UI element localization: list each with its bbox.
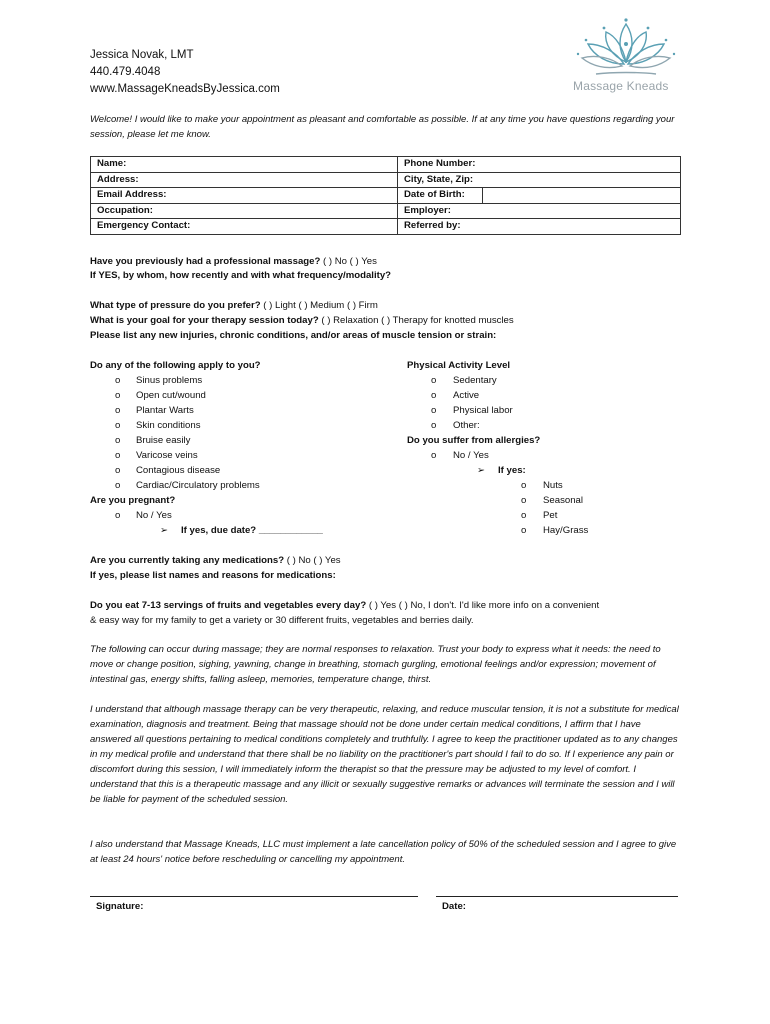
fruits-options[interactable]: ( ) Yes ( ) No, I don't. I'd like more info on a convenient: [368, 600, 600, 611]
condition-item[interactable]: Contagious disease: [136, 465, 221, 476]
pressure-question: [90, 298, 378, 313]
pressure-label: What type of pressure do you prefer?: [90, 300, 261, 311]
employer-field[interactable]: Employer:: [398, 203, 681, 219]
dob-divider: [482, 187, 483, 203]
massage-responses-paragraph: The following can occur during massage; they are normal responses to relaxation. Trust your body to express what it needs: the need to move or change position, sighing, yawning, change in breathing, stomach gurgling, emotional feelings and/or expression; movement of intestinal gas, energy shifts, falling asleep, memories, temperature change, thirst.: [90, 644, 661, 685]
goal-label: What is your goal for your therapy session today?: [90, 315, 319, 326]
email-field[interactable]: Email Address:: [91, 188, 398, 204]
pregnant-heading: Are you pregnant?: [90, 495, 176, 506]
prev-massage-label: Have you previously had a professional massage?: [90, 256, 321, 267]
injuries-question: Please list any new injuries, chronic conditions, and/or areas of muscle tension or strain:: [90, 330, 497, 341]
condition-item[interactable]: Varicose veins: [136, 450, 198, 461]
allergy-options[interactable]: No / Yes: [453, 450, 489, 461]
referred-by-field[interactable]: Referred by:: [398, 219, 681, 235]
consent-paragraph: I understand that although massage therapy can be very therapeutic, relaxing, and reduce muscular tension, it is not a substitute for medical examination, diagnosis and treatment. Being that massage should not be done under certain medical conditions, I affirm that I have answered all questions pertaining to medical conditions completely and truthfully. I agree to keep the practitioner updated as to any changes in my medical profile and understand that there shall be no liability on the practitioner's part should I fail to do so. If I experience any pain or discomfort during this session, I will immediately inform the therapist so that the pressure may be adjusted to my level of comfort. I understand that this is a therapeutic massage and any illicit or sexually suggestive remarks or advances will terminate the session and I will be liable for payment of the scheduled session.: [90, 704, 679, 805]
circle-bullet-icon: o: [115, 420, 121, 431]
circle-bullet-icon: o: [115, 405, 121, 416]
arrow-bullet-icon: ➢: [477, 465, 486, 476]
condition-item[interactable]: Plantar Warts: [136, 405, 194, 416]
circle-bullet-icon: o: [431, 420, 437, 431]
signature-label: Signature:: [96, 901, 144, 912]
circle-bullet-icon: o: [431, 375, 437, 386]
condition-item[interactable]: Skin conditions: [136, 420, 201, 431]
condition-item[interactable]: Bruise easily: [136, 435, 191, 446]
goal-options[interactable]: ( ) Relaxation ( ) Therapy for knotted muscles: [321, 315, 514, 326]
circle-bullet-icon: o: [115, 510, 121, 521]
medications-label: Are you currently taking any medications?: [90, 555, 285, 566]
practitioner-header: [90, 47, 280, 98]
due-date-field[interactable]: If yes, due date? ____________: [181, 525, 323, 536]
allergy-item[interactable]: Pet: [543, 510, 558, 521]
circle-bullet-icon: o: [431, 450, 437, 461]
allergy-item[interactable]: Hay/Grass: [543, 525, 589, 536]
circle-bullet-icon: o: [521, 495, 527, 506]
name-field[interactable]: Name:: [91, 157, 398, 173]
condition-item[interactable]: Open cut/wound: [136, 390, 206, 401]
date-label: Date:: [442, 901, 466, 912]
date-of-birth-field[interactable]: [398, 188, 681, 204]
pressure-options[interactable]: ( ) Light ( ) Medium ( ) Firm: [263, 300, 378, 311]
address-field[interactable]: Address:: [91, 172, 398, 188]
prev-massage-question: [90, 254, 377, 269]
practitioner-phone: 440.479.4048: [90, 66, 161, 78]
activity-heading: Physical Activity Level: [407, 360, 511, 371]
signature-line[interactable]: [90, 896, 418, 897]
welcome-text: Welcome! I would like to make your appointment as pleasant and comfortable as possible. If at any time you have questions regarding your session, please let me know.: [90, 114, 675, 140]
fruits-label: Do you eat 7-13 servings of fruits and vegetables every day?: [90, 600, 367, 611]
circle-bullet-icon: o: [115, 465, 121, 476]
circle-bullet-icon: o: [115, 480, 121, 491]
condition-item[interactable]: Cardiac/Circulatory problems: [136, 480, 260, 491]
medications-question: [90, 553, 341, 568]
circle-bullet-icon: o: [115, 450, 121, 461]
goal-question: [90, 313, 514, 328]
circle-bullet-icon: o: [115, 435, 121, 446]
activity-item[interactable]: Sedentary: [453, 375, 497, 386]
date-line[interactable]: [436, 896, 678, 897]
allergy-if-yes-label: If yes:: [498, 465, 526, 476]
circle-bullet-icon: o: [431, 405, 437, 416]
cancellation-policy-paragraph: I also understand that Massage Kneads, LLC must implement a late cancellation policy of 50% of the scheduled session and I agree to give at least 24 hours' notice before rescheduling or cancelling my appointment.: [90, 839, 677, 865]
phone-number-field[interactable]: Phone Number:: [398, 157, 681, 173]
circle-bullet-icon: o: [431, 390, 437, 401]
city-state-zip-field[interactable]: City, State, Zip:: [398, 172, 681, 188]
emergency-contact-field[interactable]: Emergency Contact:: [91, 219, 398, 235]
condition-item[interactable]: Sinus problems: [136, 375, 203, 386]
circle-bullet-icon: o: [521, 525, 527, 536]
activity-item[interactable]: Other:: [453, 420, 480, 431]
circle-bullet-icon: o: [521, 480, 527, 491]
fruits-line2: & easy way for my family to get a variety or 30 different fruits, vegetables and berries daily.: [90, 615, 474, 626]
activity-item[interactable]: Physical labor: [453, 405, 513, 416]
pregnant-options[interactable]: No / Yes: [136, 510, 172, 521]
arrow-bullet-icon: ➢: [160, 525, 169, 536]
medications-options[interactable]: ( ) No ( ) Yes: [286, 555, 341, 566]
prev-massage-options[interactable]: ( ) No ( ) Yes: [323, 256, 377, 267]
date-of-birth-label: Date of Birth:: [404, 189, 465, 201]
practitioner-name: Jessica Novak, LMT: [90, 49, 194, 61]
practitioner-website[interactable]: www.MassageKneadsByJessica.com: [90, 83, 280, 95]
client-info-table: [90, 156, 681, 235]
logo-wordmark: Massage Kneads: [573, 79, 669, 93]
circle-bullet-icon: o: [115, 375, 121, 386]
activity-item[interactable]: Active: [453, 390, 480, 401]
allergy-item[interactable]: Seasonal: [543, 495, 584, 506]
allergy-item[interactable]: Nuts: [543, 480, 563, 491]
allergy-heading: Do you suffer from allergies?: [407, 435, 541, 446]
occupation-field[interactable]: Occupation:: [91, 203, 398, 219]
circle-bullet-icon: o: [115, 390, 121, 401]
fruits-question: [90, 598, 599, 613]
medications-list-question: If yes, please list names and reasons for medications:: [90, 570, 336, 581]
if-yes-whom-question: If YES, by whom, how recently and with what frequency/modality?: [90, 270, 392, 281]
conditions-heading: Do any of the following apply to you?: [90, 360, 261, 371]
circle-bullet-icon: o: [521, 510, 527, 521]
